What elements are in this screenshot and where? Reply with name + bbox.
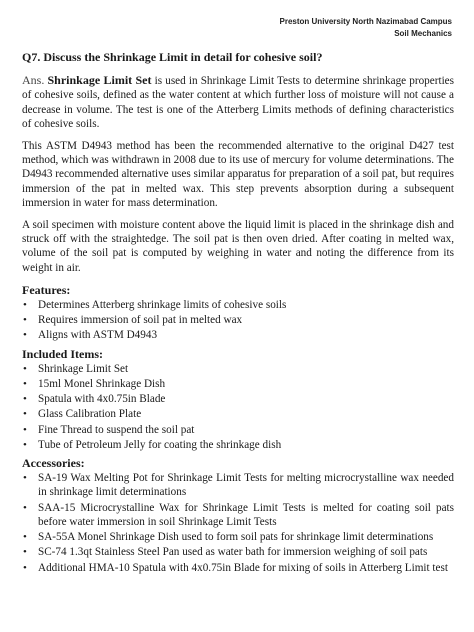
list-item: • Fine Thread to suspend the soil pat xyxy=(22,423,454,437)
question-heading: Q7. Discuss the Shrinkage Limit in detail for cohesive soil? xyxy=(22,50,323,64)
list-item: • Additional HMA-10 Spatula with 4x0.75in Blade for mixing of soils in Atterberg Limit test xyxy=(22,561,454,575)
list-item: • Determines Atterberg shrinkage limits of cohesive soils xyxy=(22,298,454,312)
list-item: • Glass Calibration Plate xyxy=(22,407,454,421)
features-list xyxy=(22,298,454,343)
header-institution: Preston University North Nazimabad Campus xyxy=(279,17,452,26)
page-header xyxy=(280,16,452,40)
header-course: Soil Mechanics xyxy=(394,29,452,38)
answer-paragraph xyxy=(22,73,454,131)
list-item: • Shrinkage Limit Set xyxy=(22,362,454,376)
list-item: • SAA-15 Microcrystalline Wax for Shrinkage Limit Tests is melted for coating soil pats before water immersion in soil Shrinkage Limit Tests xyxy=(22,501,454,529)
included-items-heading: Included Items: xyxy=(22,346,104,361)
document-body xyxy=(22,50,454,576)
list-item: • Spatula with 4x0.75in Blade xyxy=(22,392,454,406)
accessories-heading: Accessories: xyxy=(22,456,85,471)
included-items-list xyxy=(22,362,454,452)
accessories-list xyxy=(22,471,454,574)
list-item: • Tube of Petroleum Jelly for coating the shrinkage dish xyxy=(22,438,454,452)
list-item: • 15ml Monel Shrinkage Dish xyxy=(22,377,454,391)
answer-text: is used in Shrinkage Limit Tests to determine shrinkage properties of cohesive soils, defined as the water content at which further loss of moisture will not cause a decrease in volume. The test is one of the Atterberg Limits methods of defining characteristics of cohesive soils. xyxy=(22,75,455,130)
paragraph-procedure: A soil specimen with moisture content above the liquid limit is placed in the shrinkage dish and struck off with the straightedge. The soil pat is then oven dried. After coating in melted wax, volume of the soil pat is computed by weighing in water and noting the difference from its weight in air. xyxy=(22,219,454,274)
list-item: • Requires immersion of soil pat in melted wax xyxy=(22,313,454,327)
answer-term: Shrinkage Limit Set xyxy=(47,73,152,88)
features-heading: Features: xyxy=(22,282,71,297)
list-item: • SA-55A Monel Shrinkage Dish used to form soil pats for shrinkage limit determinations xyxy=(22,530,454,544)
paragraph-astm: This ASTM D4943 method has been the recommended alternative to the original D427 test method, which was withdrawn in 2008 due to its use of mercury for volume determinations. The D4943 recommended alternative uses similar apparatus for preparation of a soil pat, but requires immersion of the pat in melted wax. This step prevents absorption during a subsequent immersion in water for mass determination. xyxy=(22,140,454,209)
list-item: • Aligns with ASTM D4943 xyxy=(22,328,454,342)
answer-label: Ans. xyxy=(22,73,45,88)
list-item: • SC-74 1.3qt Stainless Steel Pan used as water bath for immersion weighing of soil pats xyxy=(22,545,454,559)
list-item: • SA-19 Wax Melting Pot for Shrinkage Limit Tests for melting microcrystalline wax needed in shrinkage limit determinations xyxy=(22,471,454,499)
